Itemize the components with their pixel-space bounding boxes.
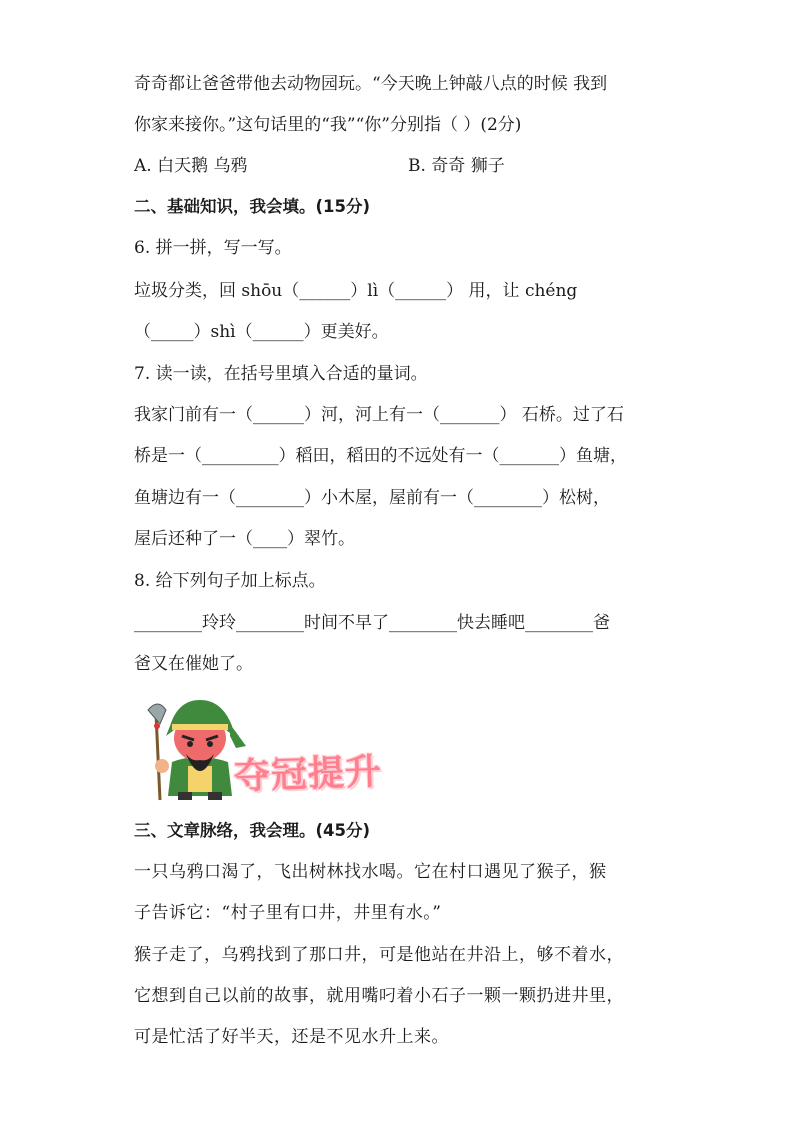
- passage-paragraph-2-line-1: 猴子走了，乌鸦找到了那口井，可是他站在井沿上，够不着水，: [134, 945, 624, 965]
- question-5-options: [134, 154, 674, 178]
- question-6-title: 6. 拼一拼，写一写。: [134, 238, 292, 258]
- question-8-title: 8. 给下列句子加上标点。: [134, 571, 326, 591]
- question-7-title: 7. 读一读，在括号里填入合适的量词。: [134, 364, 428, 384]
- banner-title: 夺冠提升: [233, 751, 383, 798]
- question-7-line-4: 屋后还种了一（____）翠竹。: [134, 529, 355, 549]
- question-6-line-1: 垃圾分类，回 shōu（______）lì（______） 用，让 chéng: [134, 281, 578, 301]
- section-2-heading: 二、基础知识，我会填。(15分): [134, 197, 371, 216]
- question-5-text-line-2: 你家来接你。”这句话里的“我”“你”分别指（ ）(2分): [134, 115, 522, 135]
- question-7-line-2: 桥是一（_________）稻田，稻田的不远处有一（_______）鱼塘，: [134, 446, 627, 466]
- question-8-line-2: 爸又在催她了。: [134, 654, 253, 674]
- option-b: B. 奇奇 狮子: [408, 156, 505, 176]
- passage-paragraph-1-line-1: 一只乌鸦口渴了，飞出树林找水喝。它在村口遇见了猴子，猴: [134, 862, 607, 882]
- passage-paragraph-2-line-3: 可是忙活了好半天，还是不见水升上来。: [134, 1027, 449, 1047]
- question-7-line-1: 我家门前有一（______）河，河上有一（_______） 石桥。过了石: [134, 405, 624, 425]
- question-5-text-line-1: 奇奇都让爸爸带他去动物园玩。“今天晚上钟敲八点的时候 我到: [134, 74, 608, 94]
- section-3-heading: 三、文章脉络，我会理。(45分): [134, 821, 371, 840]
- passage-paragraph-2-line-2: 它想到自己以前的故事，就用嘴叼着小石子一颗一颗扔进井里，: [134, 986, 624, 1006]
- question-8-line-1: ________玲玲________时间不早了________快去睡吧________爸: [134, 613, 610, 633]
- question-7-line-3: 鱼塘边有一（________）小木屋，屋前有一（________）松树，: [134, 488, 610, 508]
- passage-paragraph-1-line-2: 子告诉它：“村子里有口井，井里有水。”: [134, 903, 442, 923]
- option-a: A. 白天鹅 乌鸦: [134, 156, 248, 176]
- question-6-line-2: （_____）shì（______）更美好。: [134, 322, 389, 342]
- mascot-illustration: [138, 696, 248, 802]
